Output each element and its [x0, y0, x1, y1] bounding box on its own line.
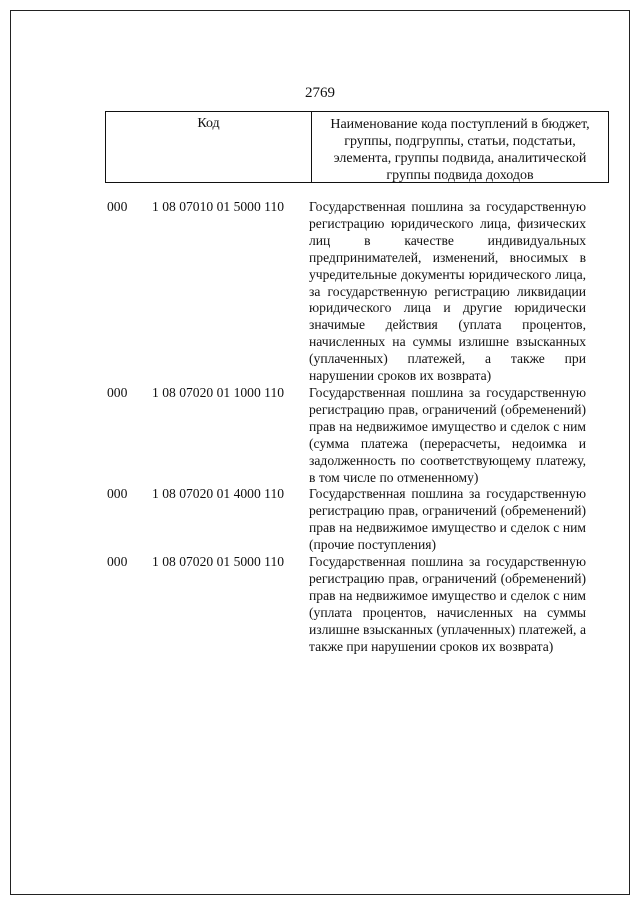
revenue-description: Государственная пошлина за государственную регистрацию прав, ограничений (обременений) прав на недвижимое имущество и сделок с ним (сумма платежа (перерасчеты, недоимка и задолженность по соответствующему платежу, в том числе по отмененному) [309, 384, 586, 485]
revenue-code: 1 08 07020 01 1000 110 [152, 384, 285, 400]
table-row [11, 554, 631, 655]
table-row [11, 385, 631, 486]
revenue-code: 1 08 07010 01 5000 110 [152, 199, 285, 214]
admin-code: 000 [107, 486, 128, 502]
table-row [11, 199, 631, 385]
revenue-code: 1 08 07020 01 4000 110 [152, 486, 285, 502]
revenue-description: Государственная пошлина за государственную регистрацию юридического лица, физических лиц в качестве индивидуальных предпринимателей, изменений, вносимых в учредительные документы юридического лица, за государственную регистрацию ликвидации юридического лица и другие юридически значимые действия (уплата процентов, начисленных на суммы излишне взысканных (уплаченных) платежей, а также при нарушении сроков их возврата) [309, 199, 586, 384]
table-header [105, 111, 609, 183]
admin-code: 000 [107, 199, 128, 214]
header-name: Наименование кода поступлений в бюджет, группы, подгруппы, статьи, подстатьи, элемента, группы подвида, аналитической группы подвида доходов [330, 117, 590, 183]
table-row [11, 486, 631, 554]
admin-code: 000 [107, 384, 128, 400]
revenue-code: 1 08 07020 01 5000 110 [152, 554, 285, 570]
table-body [11, 199, 631, 655]
document-page [10, 10, 630, 895]
page-number: 2769 [305, 85, 335, 101]
header-code: Код [106, 112, 312, 182]
revenue-description: Государственная пошлина за государственную регистрацию прав, ограничений (обременений) прав на недвижимое имущество и сделок с ним (прочие поступления) [309, 486, 586, 553]
revenue-description: Государственная пошлина за государственную регистрацию прав, ограничений (обременений) прав на недвижимое имущество и сделок с ним (уплата процентов, начисленных на суммы излишне взысканных (уплаченных) платежей, а также при нарушении сроков их возврата) [309, 554, 586, 654]
admin-code: 000 [107, 554, 128, 570]
